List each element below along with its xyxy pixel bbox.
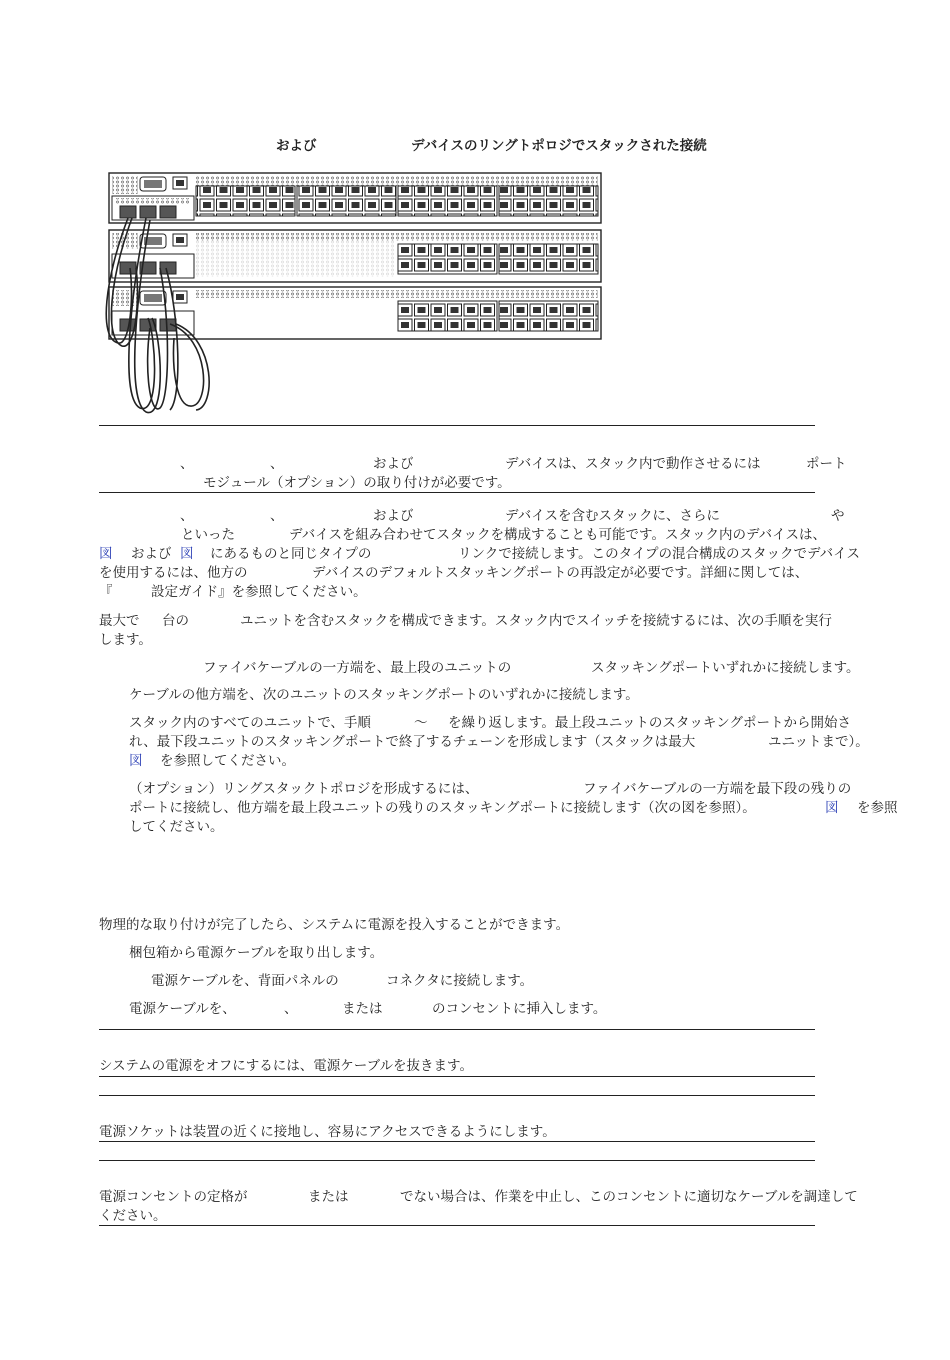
figure-caption: デバイスのリングトポロジでスタックされた接続 — [411, 138, 707, 154]
note1-comma2: 、 — [270, 456, 284, 472]
mixed-text-7: 設定ガイド』を参照してください。 — [151, 584, 367, 600]
note1-comma1: 、 — [180, 456, 194, 472]
step-4-text-d: を参照 — [857, 800, 898, 816]
note1-and: および — [373, 456, 414, 472]
separator-line — [99, 1076, 815, 1077]
mixed-text-5: を使用するには、他方の — [99, 565, 248, 581]
step-3-text-c: を繰り返します。最上段ユニットのスタッキングポートから開始さ — [448, 715, 851, 731]
note1-text: デバイスは、スタック内で動作させるには — [505, 456, 761, 472]
max-text-4: します。 — [99, 632, 152, 648]
power-step-2-a: 電源ケーブルを、背面パネルの — [151, 973, 339, 989]
mixed-text-1: デバイスを含むスタックに、さらに — [505, 508, 721, 524]
separator-line — [99, 1029, 815, 1030]
separator-line — [99, 425, 815, 426]
step-3-text-d: れ、最下段ユニットのスタッキングポートで終了するチェーンを形成します（スタックは最大 — [129, 734, 696, 750]
power-step-3-d: のコンセントに挿入します。 — [432, 1001, 607, 1017]
note-rating-b: または — [308, 1189, 349, 1205]
separator-line — [99, 1225, 815, 1226]
power-step-1: 梱包箱から電源ケーブルを取り出します。 — [129, 945, 384, 961]
mixed-text-2: デバイスを組み合わせてスタックを構成することも可能です。スタック内のデバイスは、 — [289, 527, 827, 543]
step-1-text-b: スタッキングポートいずれかに接続します。 — [591, 660, 860, 676]
note-rating-c: でない場合は、作業を中止し、このコンセントに適切なケーブルを調達して — [400, 1189, 858, 1205]
stack-ring-topology-figure — [100, 168, 610, 420]
power-step-2-b: コネクタに接続します。 — [386, 973, 534, 989]
step-2-text: ケーブルの他方端を、次のユニットのスタッキングポートのいずれかに接続します。 — [129, 687, 639, 703]
step-3-text-f: を参照してください。 — [160, 753, 295, 769]
figure-link[interactable]: 図 — [99, 546, 113, 562]
mixed-text-3: にあるものと同じタイプの — [210, 546, 372, 562]
step-3-text-b: ～ — [414, 715, 428, 731]
max-text-1: 最大で — [99, 613, 140, 629]
note-rating-a: 電源コンセントの定格が — [99, 1189, 248, 1205]
step-4-text-b: ファイバケーブルの一方端を最下段の残りの — [583, 781, 852, 797]
max-text-2: 台の — [162, 613, 189, 629]
max-text-3: ユニットを含むスタックを構成できます。スタック内でスイッチを接続するには、次の手順を実行 — [240, 613, 832, 629]
separator-line — [99, 1160, 815, 1161]
step-3-text-e: ユニットまで）。 — [768, 734, 869, 750]
separator-line — [99, 492, 815, 493]
mixed-and-2: および — [131, 546, 172, 562]
mixed-text-6: デバイスのデフォルトスタッキングポートの再設定が必要です。詳細に関しては、 — [312, 565, 809, 581]
figure-link[interactable]: 図 — [180, 546, 194, 562]
note1-port: ポート — [806, 456, 847, 472]
step-4-text-e: してください。 — [129, 819, 224, 835]
mixed-bracket: 『 — [99, 584, 113, 600]
mixed-toitta: といった — [181, 527, 235, 543]
step-1-text: ファイバケーブルの一方端を、最上段のユニットの — [203, 660, 512, 676]
note-rating-d: ください。 — [99, 1208, 167, 1224]
figure-caption-and: および — [276, 138, 317, 154]
mixed-comma1: 、 — [180, 508, 194, 524]
power-step-3-c: または — [342, 1001, 383, 1017]
note-socket: 電源ソケットは装置の近くに接地し、容易にアクセスできるようにします。 — [99, 1124, 556, 1140]
note1-text2: モジュール（オプション）の取り付けが必要です。 — [203, 475, 511, 491]
mixed-comma2: 、 — [270, 508, 284, 524]
switch-unit-2 — [109, 230, 601, 282]
mixed-text-4: リンクで接続します。このタイプの混合構成のスタックでデバイス — [458, 546, 861, 562]
figure-link[interactable]: 図 — [825, 800, 839, 816]
separator-line — [99, 1095, 815, 1096]
note-power-off: システムの電源をオフにするには、電源ケーブルを抜きます。 — [99, 1058, 473, 1074]
power-step-3-b: 、 — [284, 1001, 298, 1017]
figure-link[interactable]: 図 — [129, 753, 143, 769]
power-intro: 物理的な取り付けが完了したら、システムに電源を投入することができます。 — [99, 917, 570, 933]
step-4-text-a: （オプション）リングスタックトポロジを形成するには、 — [129, 781, 479, 797]
step-4-text-c: ポートに接続し、他方端を最上段ユニットの残りのスタッキングポートに接続します（次の図を参照）。 — [129, 800, 756, 816]
power-step-3-a: 電源ケーブルを、 — [129, 1001, 236, 1017]
step-3-text-a: スタック内のすべてのユニットで、手順 — [129, 715, 371, 731]
switch-unit-1 — [109, 173, 601, 223]
mixed-ya: や — [831, 508, 845, 524]
mixed-and: および — [373, 508, 414, 524]
separator-line — [99, 1141, 815, 1142]
